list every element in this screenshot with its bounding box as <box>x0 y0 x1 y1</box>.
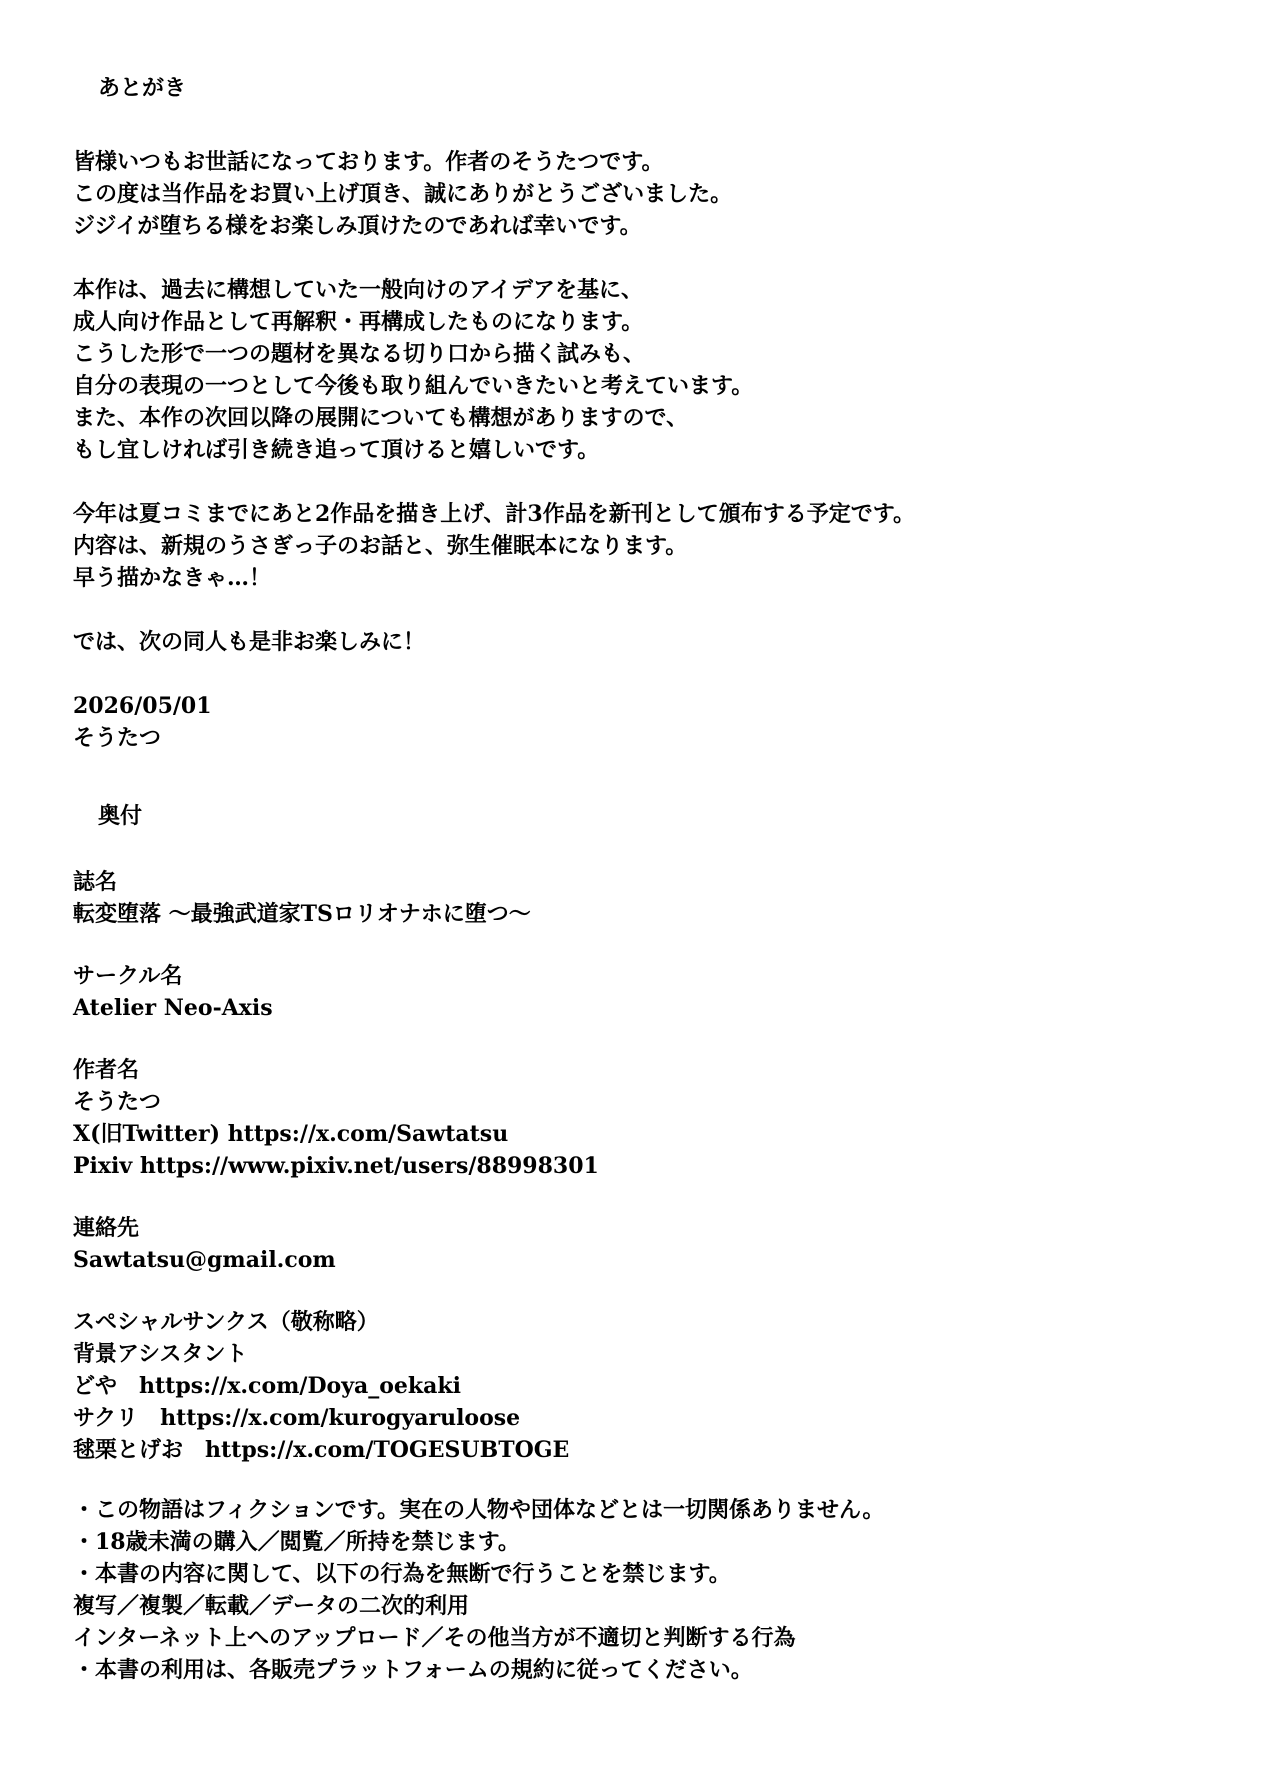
colophon-notice: ・18歳未満の購入／閲覧／所持を禁じます。 <box>73 1529 520 1555</box>
colophon-title-value: 転変堕落 〜最強武道家TSロリオナホに堕つ〜 <box>73 901 531 927</box>
afterword-line: 早う描かなきゃ…！ <box>73 565 272 591</box>
afterword-line: こうした形で一つの題材を異なる切り口から描く試みも、 <box>73 341 646 367</box>
afterword-line: もし宜しければ引き続き追って頂けると嬉しいです。 <box>73 437 600 463</box>
afterword-heading: あとがき <box>98 75 187 101</box>
colophon-notice: ・本書の内容に関して、以下の行為を無断で行うことを禁じます。 <box>73 1561 731 1587</box>
afterword-line: 自分の表現の一つとして今後も取り組んでいきたいと考えています。 <box>73 373 754 399</box>
colophon-circle-value: Atelier Neo-Axis <box>73 995 273 1021</box>
colophon-thanks-person: 毬栗とげお https://x.com/TOGESUBTOGE <box>73 1437 570 1463</box>
colophon-thanks-person: サクリ https://x.com/kurogyaruloose <box>73 1405 521 1431</box>
colophon-notice: ・この物語はフィクションです。実在の人物や団体などとは一切関係ありません。 <box>73 1497 885 1523</box>
afterword-line: 本作は、過去に構想していた一般向けのアイデアを基に、 <box>73 277 644 303</box>
colophon-heading: 奥付 <box>98 803 143 829</box>
colophon-author-x-link: X(旧Twitter) https://x.com/Sawtatsu <box>73 1121 509 1147</box>
afterword-signature: そうたつ <box>73 725 162 751</box>
colophon-contact-value: Sawtatsu@gmail.com <box>73 1247 336 1273</box>
colophon-author-pixiv-link: Pixiv https://www.pixiv.net/users/88998301 <box>73 1153 599 1179</box>
afterword-line: 皆様いつもお世話になっております。作者のそうたつです。 <box>73 149 664 175</box>
afterword-line: 内容は、新規のうさぎっ子のお話と、弥生催眠本になります。 <box>73 533 688 559</box>
colophon-title-label: 誌名 <box>73 869 118 895</box>
colophon-contact-label: 連絡先 <box>73 1215 140 1241</box>
afterword-line: 今年は夏コミまでにあと2作品を描き上げ、計3作品を新刊として頒布する予定です。 <box>73 501 915 527</box>
afterword-line: この度は当作品をお買い上げ頂き、誠にありがとうございました。 <box>73 181 733 207</box>
colophon-notice: インターネット上へのアップロード／その他当方が不適切と判断する行為 <box>73 1625 796 1651</box>
afterword-closing: では、次の同人も是非お楽しみに！ <box>73 629 426 655</box>
afterword-line: また、本作の次回以降の展開についても構想がありますので、 <box>73 405 689 431</box>
afterword-date: 2026/05/01 <box>73 693 212 719</box>
colophon-thanks-role: 背景アシスタント <box>73 1341 248 1367</box>
colophon-thanks-person: どや https://x.com/Doya_oekaki <box>73 1373 461 1399</box>
colophon-notice: ・本書の利用は、各販売プラットフォームの規約に従ってください。 <box>73 1657 753 1683</box>
afterword-line: ジジイが堕ちる様をお楽しみ頂けたのであれば幸いです。 <box>73 213 642 239</box>
colophon-author-value: そうたつ <box>73 1089 162 1115</box>
colophon-notice: 複写／複製／転載／データの二次的利用 <box>73 1593 470 1619</box>
colophon-thanks-label: スペシャルサンクス（敬称略） <box>73 1309 379 1335</box>
colophon-author-label: 作者名 <box>73 1057 140 1083</box>
colophon-circle-label: サークル名 <box>73 963 183 989</box>
afterword-line: 成人向け作品として再解釈・再構成したものになります。 <box>73 309 644 335</box>
